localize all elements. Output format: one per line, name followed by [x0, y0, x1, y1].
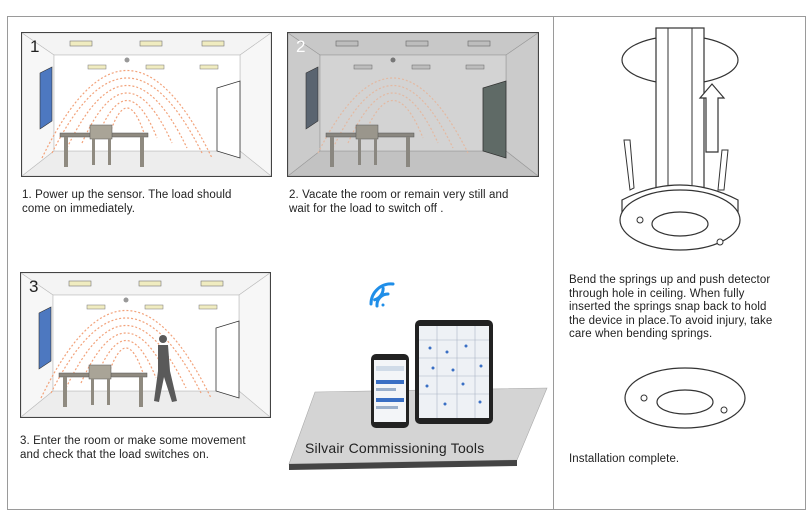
step-1-illustration [21, 32, 272, 177]
commissioning-tools-label: Silvair Commissioning Tools [305, 440, 485, 456]
step-3-illustration [20, 272, 271, 418]
step-3-caption: 3. Enter the room or make some movement and check that the load switches on. [20, 435, 246, 461]
installed-sensor-drawing [620, 358, 750, 438]
step-2-caption: 2. Vacate the room or remain very still and wait for the load to switch off . [289, 189, 509, 215]
step-3-number: 3 [29, 277, 39, 296]
tablet-icon [415, 320, 493, 424]
step-2-number: 2 [296, 37, 306, 56]
column-divider [553, 16, 554, 510]
step-1-caption: 1. Power up the sensor. The load should come on immediately. [22, 189, 232, 215]
wifi-icon [371, 284, 393, 307]
install-instruction: Bend the springs up and push detector through hole in ceiling. When fully inserted the springs snap back to hold the device in place.To avoid injury, take care when bending springs. [569, 274, 773, 340]
install-complete: Installation complete. [569, 453, 680, 465]
step-1-number: 1 [30, 37, 40, 56]
step-2-illustration [287, 32, 539, 177]
smartphone-icon [371, 354, 409, 428]
sensor-springs-drawing [600, 20, 760, 260]
